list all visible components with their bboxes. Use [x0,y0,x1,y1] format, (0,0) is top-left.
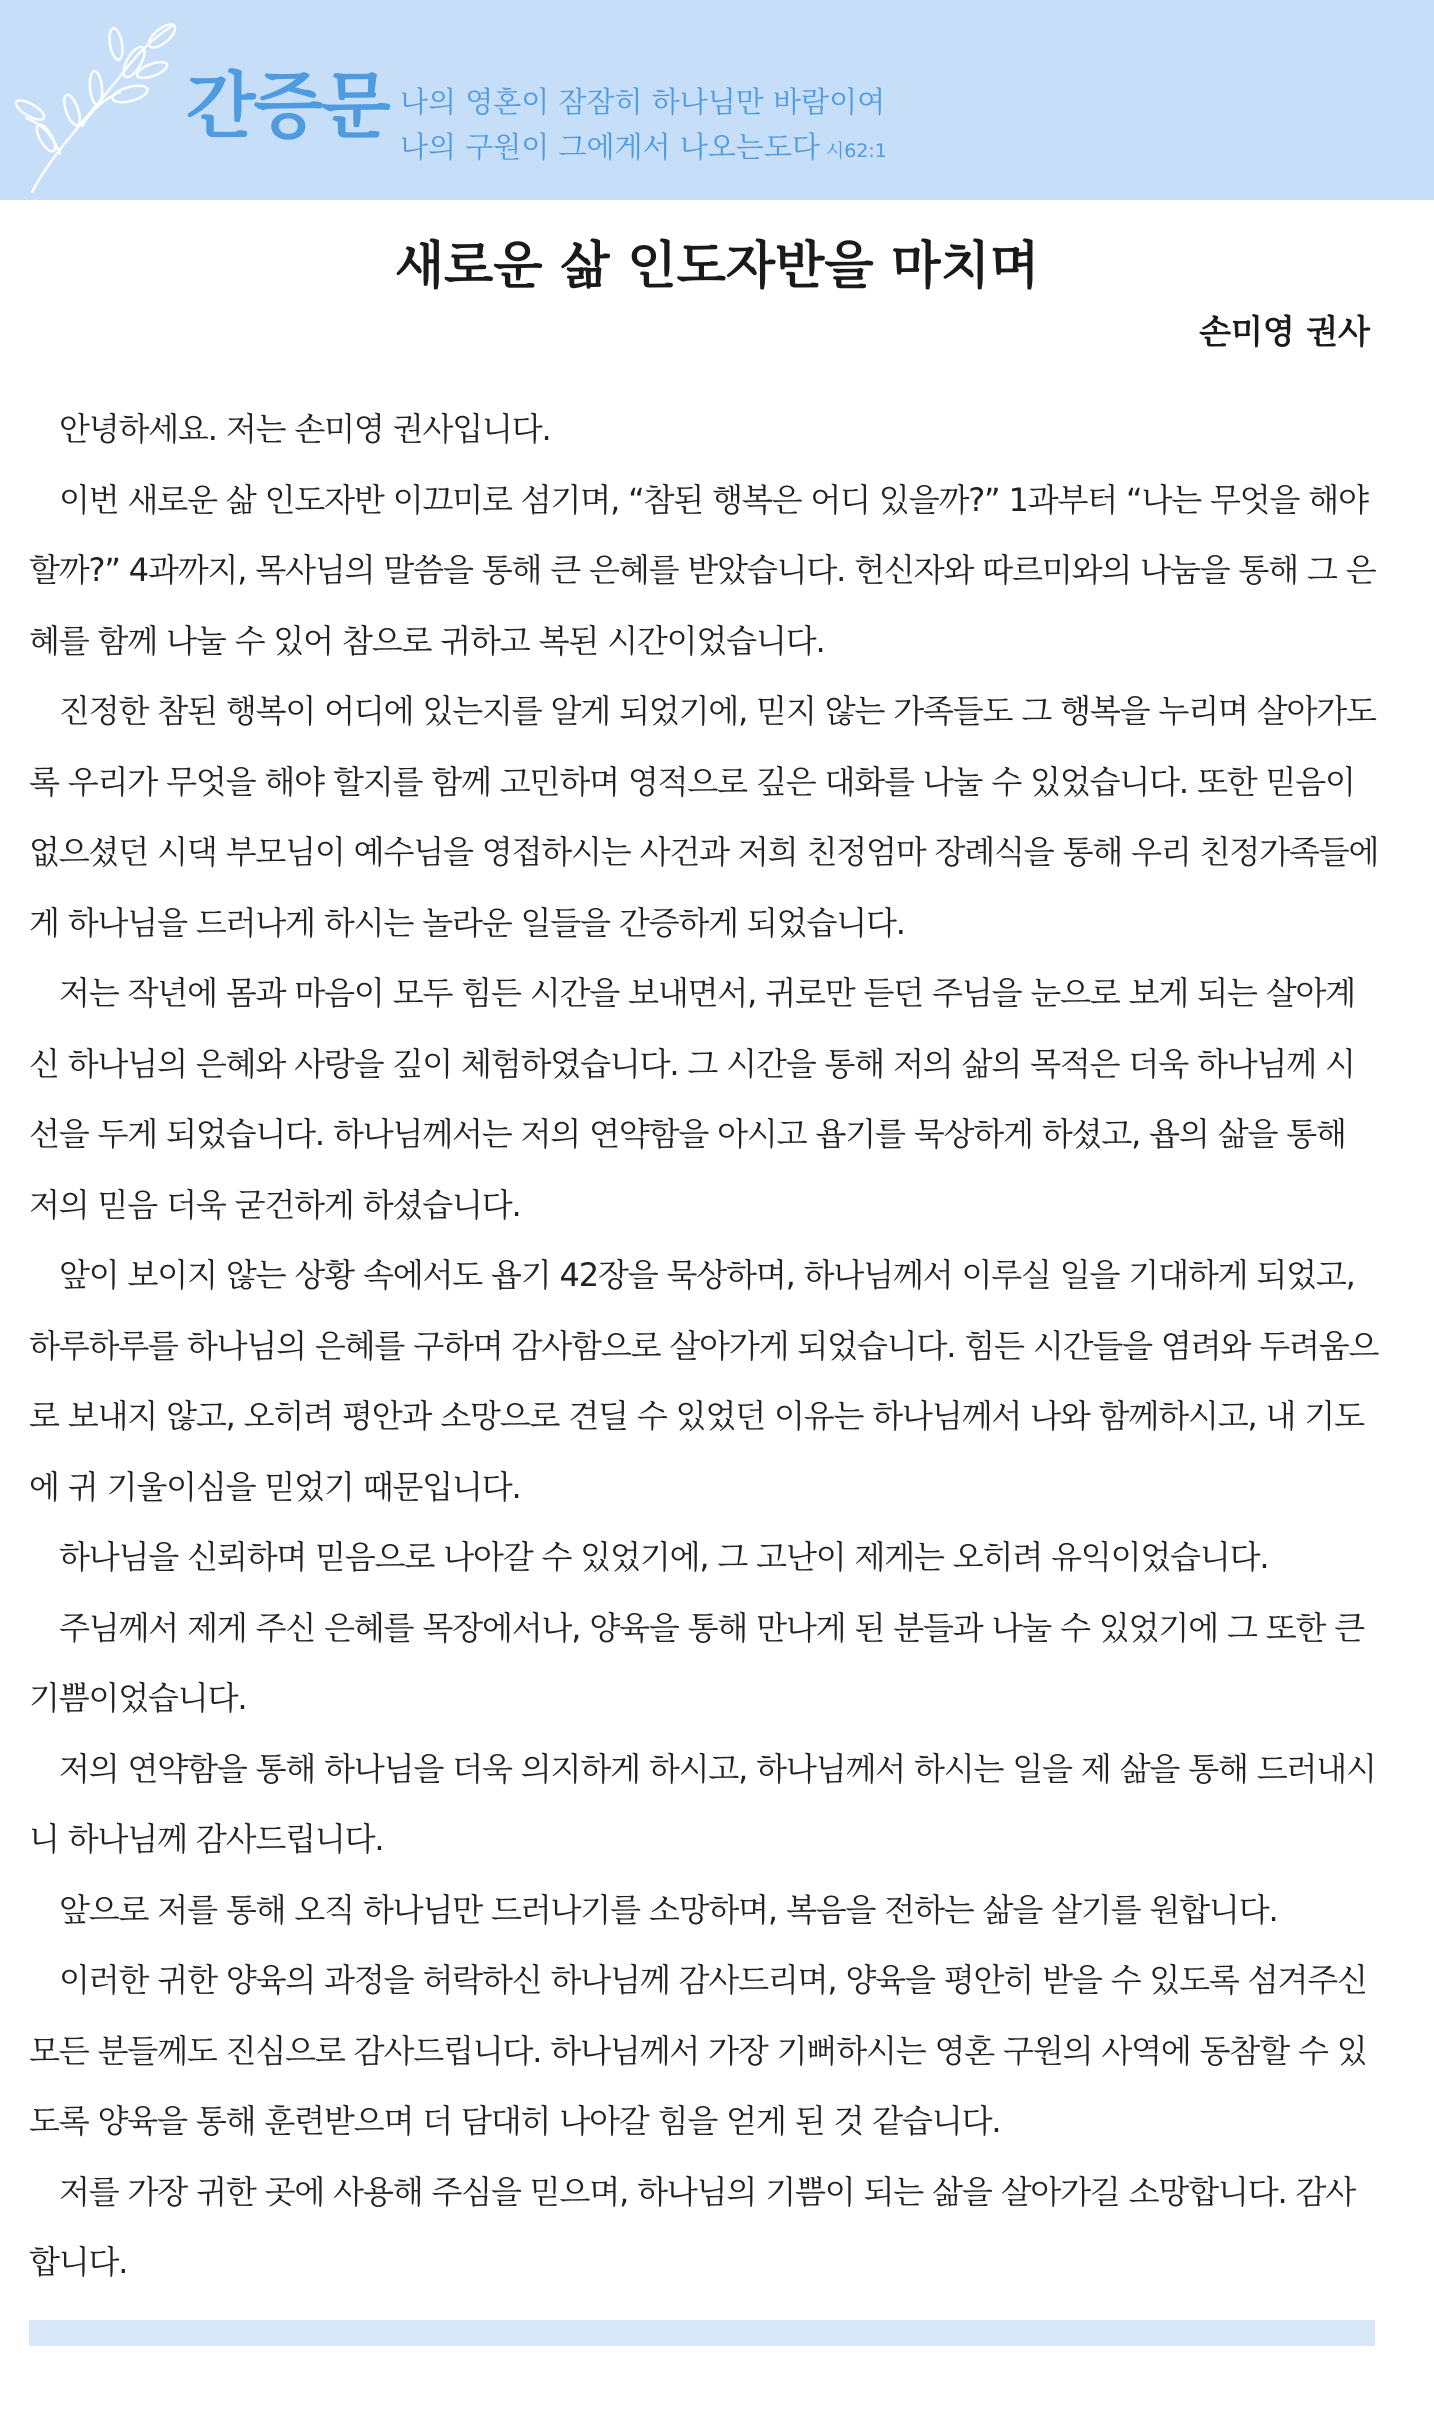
paragraph: 안녕하세요. 저는 손미영 권사입니다. [59,410,551,448]
section-title: 간증문 [186,64,389,148]
verse-line-2-text: 나의 구원이 그에게서 나오는도다 [400,130,820,164]
footer-divider-bar [29,2320,1375,2346]
paragraph: 저의 연약함을 통해 하나님을 더욱 의지하게 하시고, 하나님께서 하시는 일을 제 삶을 통해 드러내시니 하나님께 감사드립니다. [29,1749,1376,1858]
paragraph: 진정한 참된 행복이 어디에 있는지를 알게 되었기에, 믿지 않는 가족들도 그 행복을 누리며 살아가도록 우리가 무엇을 해야 할지를 함께 고민하며 영적으로 깊은 대화를 나눌 수 있었습니다. 또한 믿음이 없으셨던 시댁 부모님이 예수님을 영접하시는 사건과 저희 친정엄마 장례식을 통해 우리 친정가족들에게 하나님을 드러나게 하시는 놀라운 일들을 간증하게 되었습니다. [29,692,1379,942]
verse-line-2 [400,125,887,174]
paragraph: 이번 새로운 삶 인도자반 이끄미로 섬기며, “참된 행복은 어디 있을까?” 1과부터 “나는 무엇을 해야 할까?” 4과까지, 목사님의 말씀을 통해 큰 은혜를 받았습니다. 헌신자와 따르미와의 나눔을 통해 그 은혜를 함께 나눌 수 있어 참으로 귀하고 복된 시간이었습니다. [29,480,1376,660]
leaf-branch-icon [12,14,182,194]
paragraph: 이러한 귀한 양육의 과정을 허락하신 하나님께 감사드리며, 양육을 평안히 받을 수 있도록 섬겨주신 모든 분들께도 진심으로 감사드립니다. 하나님께서 가장 기뻐하시는 영혼 구원의 사역에 동참할 수 있도록 양육을 통해 훈련받으며 더 담대히 나아갈 힘을 얻게 된 것 같습니다. [29,1961,1367,2140]
article-title: 새로운 삶 인도자반을 마치며 [394,237,1040,296]
header-band [0,0,1434,200]
article-body [29,394,1379,2298]
paragraph: 하나님을 신뢰하며 믿음으로 나아갈 수 있었기에, 그 고난이 제게는 오히려 유익이었습니다. [59,1538,1269,1576]
paragraph: 저를 가장 귀한 곳에 사용해 주심을 믿으며, 하나님의 기쁨이 되는 삶을 살아가길 소망합니다. 감사합니다. [29,2172,1356,2281]
paragraph: 앞이 보이지 않는 상황 속에서도 욥기 42장을 묵상하며, 하나님께서 이루실 일을 기대하게 되었고, 하루하루를 하나님의 은혜를 구하며 감사함으로 살아가게 되었습니다. 힘든 시간들을 염려와 두려움으로 보내지 않고, 오히려 평안과 소망으로 견딜 수 있었던 이유는 하나님께서 나와 함께하시고, 내 기도에 귀 기울이심을 믿었기 때문입니다. [29,1256,1379,1506]
paragraph: 주님께서 제게 주신 은혜를 목장에서나, 양육을 통해 만나게 된 분들과 나눌 수 있었기에 그 또한 큰 기쁨이었습니다. [29,1608,1365,1717]
article-author: 손미영 권사 [1199,312,1370,351]
verse-reference: 시62:1 [825,140,887,162]
verse-line-1: 나의 영혼이 잠잠히 하나님만 바람이여 [400,85,886,119]
paragraph: 앞으로 저를 통해 오직 하나님만 드러나기를 소망하며, 복음을 전하는 삶을 살기를 원합니다. [59,1890,1278,1929]
scripture-verse [400,80,887,174]
paragraph: 저는 작년에 몸과 마음이 모두 힘든 시간을 보내면서, 귀로만 듣던 주님을 눈으로 보게 되는 살아계신 하나님의 은혜와 사랑을 깊이 체험하였습니다. 그 시간을 통해 저의 삶의 목적은 더욱 하나님께 시선을 두게 되었습니다. 하나님께서는 저의 연약함을 아시고 욥기를 묵상하게 하셨고, 욥의 삶을 통해 저의 믿음 더욱 굳건하게 하셨습니다. [29,974,1356,1224]
